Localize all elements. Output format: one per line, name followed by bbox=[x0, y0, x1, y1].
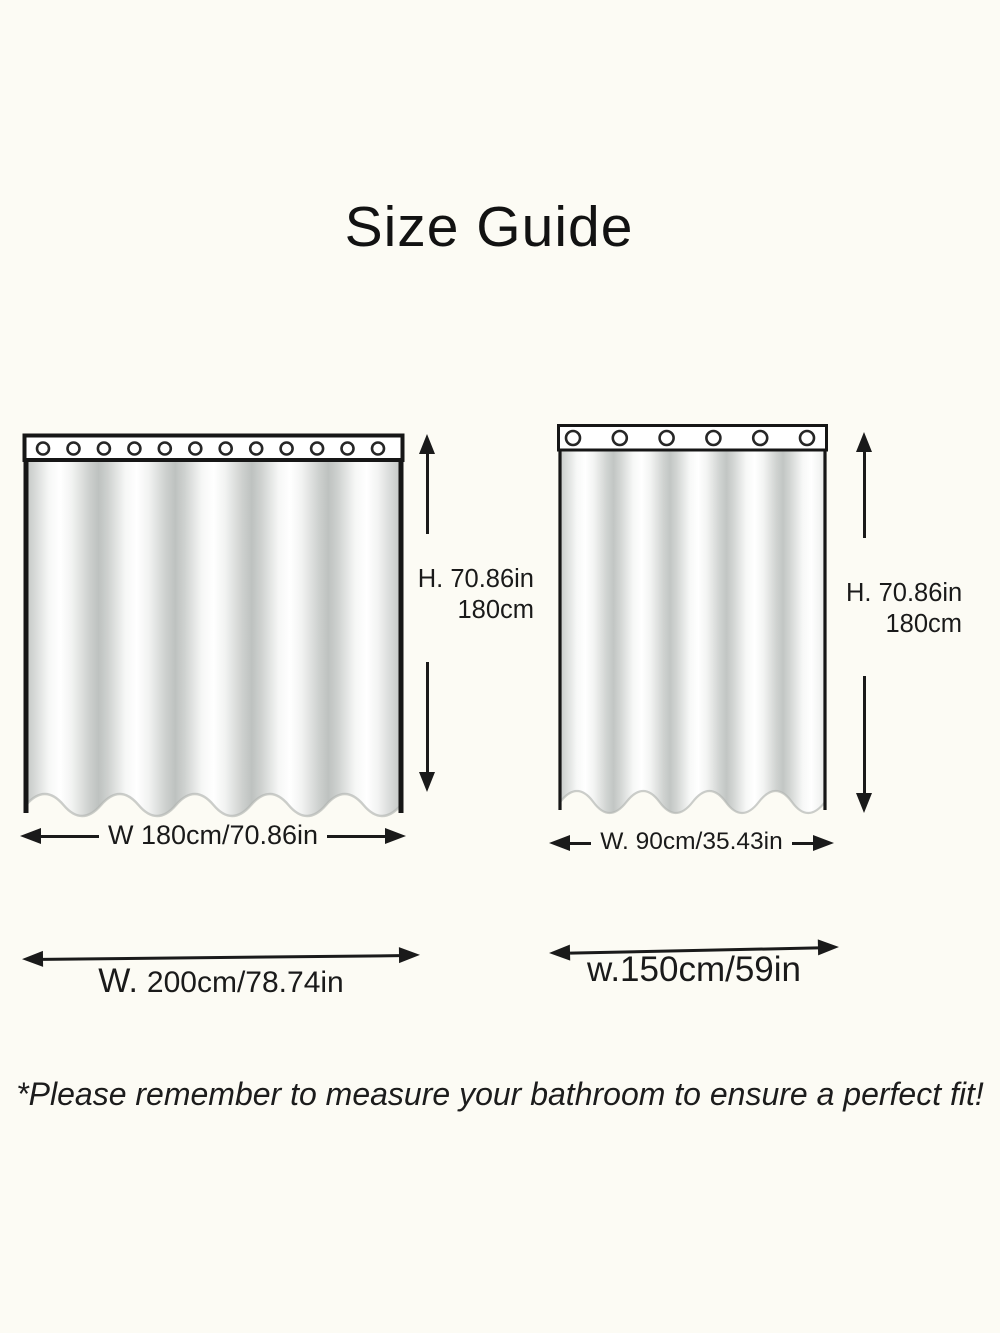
height-inches: H. 70.86in bbox=[417, 565, 534, 593]
width-arrow-left-curtain bbox=[20, 821, 406, 851]
arrow-down-icon bbox=[856, 793, 872, 813]
grommet-icon bbox=[37, 443, 49, 455]
arrow-up-icon bbox=[419, 434, 435, 454]
grommet-icon bbox=[566, 431, 580, 445]
arrow-left-icon bbox=[549, 835, 570, 851]
arrow-right-icon bbox=[399, 947, 420, 963]
arrow-right-icon bbox=[813, 835, 834, 851]
width-label-right-curtain: W. 90cm/35.43in bbox=[600, 828, 783, 855]
grommet-icon bbox=[281, 443, 293, 455]
arrow-up-icon bbox=[856, 432, 872, 452]
grommet-icon bbox=[128, 443, 140, 455]
grommet-icon bbox=[68, 443, 80, 455]
height-cm: 180cm bbox=[457, 596, 534, 624]
rod-width-prefix: W. bbox=[98, 962, 138, 1000]
width-label-left-curtain: W 180cm/70.86in bbox=[107, 819, 319, 850]
grommet-icon bbox=[311, 443, 323, 455]
grommet-icon bbox=[613, 431, 627, 445]
grommet-icon bbox=[372, 443, 384, 455]
arrow-right-icon bbox=[385, 828, 406, 844]
rod-width-label-left bbox=[22, 962, 420, 1001]
curtain-body bbox=[26, 460, 401, 816]
height-arrow-down-right-curtain bbox=[856, 676, 872, 813]
footnote-text: *Please remember to measure your bathroom to ensure a perfect fit! bbox=[16, 1076, 984, 1112]
grommet-icon bbox=[98, 443, 110, 455]
grommet-icon bbox=[800, 431, 814, 445]
grommet-icon bbox=[342, 443, 354, 455]
curtain-diagram-90cm bbox=[557, 424, 828, 824]
curtain-body bbox=[560, 450, 825, 813]
arrow-left-icon bbox=[20, 828, 41, 844]
page-title: Size Guide bbox=[344, 195, 634, 259]
height-label-left-curtain bbox=[410, 564, 534, 626]
rod-width-label-right bbox=[549, 950, 839, 990]
grommet-icon bbox=[189, 443, 201, 455]
height-arrow-up-left-curtain bbox=[419, 434, 435, 534]
height-inches: H. 70.86in bbox=[846, 579, 963, 607]
grommet-icon bbox=[250, 443, 262, 455]
grommet-icon bbox=[660, 431, 674, 445]
curtain-diagram-180cm bbox=[22, 433, 405, 821]
width-arrow-right-curtain bbox=[549, 828, 834, 858]
height-label-right-curtain bbox=[846, 578, 962, 640]
curtain-header-band bbox=[559, 426, 827, 451]
arrow-down-icon bbox=[419, 772, 435, 792]
grommet-icon bbox=[220, 443, 232, 455]
height-arrow-down-left-curtain bbox=[419, 662, 435, 792]
rod-width-value: 200cm/78.74in bbox=[146, 966, 344, 999]
height-cm: 180cm bbox=[885, 610, 962, 638]
grommet-icon bbox=[159, 443, 171, 455]
grommet-icon bbox=[753, 431, 767, 445]
grommet-icon bbox=[706, 431, 720, 445]
height-arrow-up-right-curtain bbox=[856, 432, 872, 538]
rod-width-value: w.150cm/59in bbox=[586, 950, 802, 989]
